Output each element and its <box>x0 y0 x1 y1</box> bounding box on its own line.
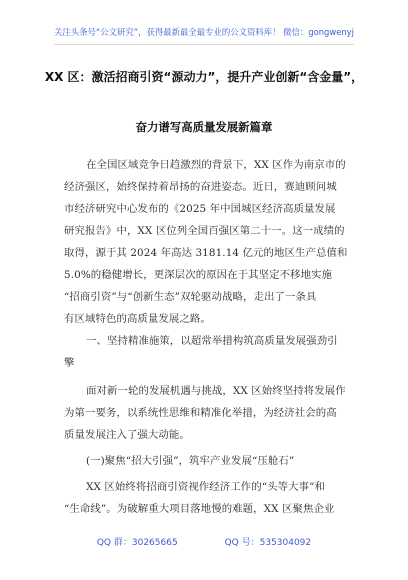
document-title: XX 区：激活招商引资“源动力”，提升产业创新“含金量”， <box>44 70 364 84</box>
header-divider <box>54 44 354 45</box>
paragraph-line: 质量发展注入了强大动能。 <box>64 429 190 441</box>
subsection-heading-line: (一)聚焦“招大引强”，筑牢产业发展“压舱石” <box>86 455 295 467</box>
footer-contact <box>0 535 408 548</box>
section-heading-line: 一、坚持精准施策，以超常举措构筑高质量发展强劲引 <box>86 335 338 347</box>
section-heading-line: 擎 <box>64 357 75 369</box>
paragraph-line: 5.0%的稳健增长，更深层次的原因在于其坚定不移地实施 <box>64 269 333 281</box>
paragraph-line: 经济强区，始终保持着昂扬的奋进姿态。近日，赛迪顾问城 <box>64 181 337 193</box>
header-banner: 关注头条号“公文研究”，获得最新最全最专业的公文资料库！ 微信：gongwenyj <box>54 27 354 37</box>
paragraph-line: XX 区始终将招商引资视作经济工作的“头等大事”和 <box>86 481 326 493</box>
paragraph-line: 研究报告》中，XX 区位列全国百强区第二十一。这一成绩的 <box>64 225 345 237</box>
paragraph-line: 面对新一轮的发展机遇与挑战，XX 区始终坚持将发展作 <box>86 385 346 397</box>
document-subtitle: 奋力谱写高质量发展新篇章 <box>135 120 273 134</box>
paragraph-line: 市经济研究中心发布的《2025 年中国城区经济高质量发展 <box>64 203 336 215</box>
footer-qq-group: QQ 群：30265665 <box>96 538 178 548</box>
paragraph-line: “招商引资”与“创新生态”双轮驱动战略，走出了一条具 <box>64 291 317 303</box>
paragraph-line: 在全国区域竞争日趋激烈的背景下，XX 区作为南京市的 <box>86 159 346 171</box>
paragraph-line: 为第一要务，以系统性思维和精准化举措，为经济社会的高 <box>64 407 337 419</box>
paragraph-line: 取得，源于其 2024 年高达 3181.14 亿元的地区生产总值和 <box>64 247 348 259</box>
paragraph-line: 有区域特色的高质量发展之路。 <box>64 313 211 325</box>
footer-qq-number: QQ 号：535304092 <box>224 538 312 548</box>
paragraph-line: “生命线”。为破解重大项目落地慢的难题，XX 区聚焦企业 <box>64 503 335 515</box>
